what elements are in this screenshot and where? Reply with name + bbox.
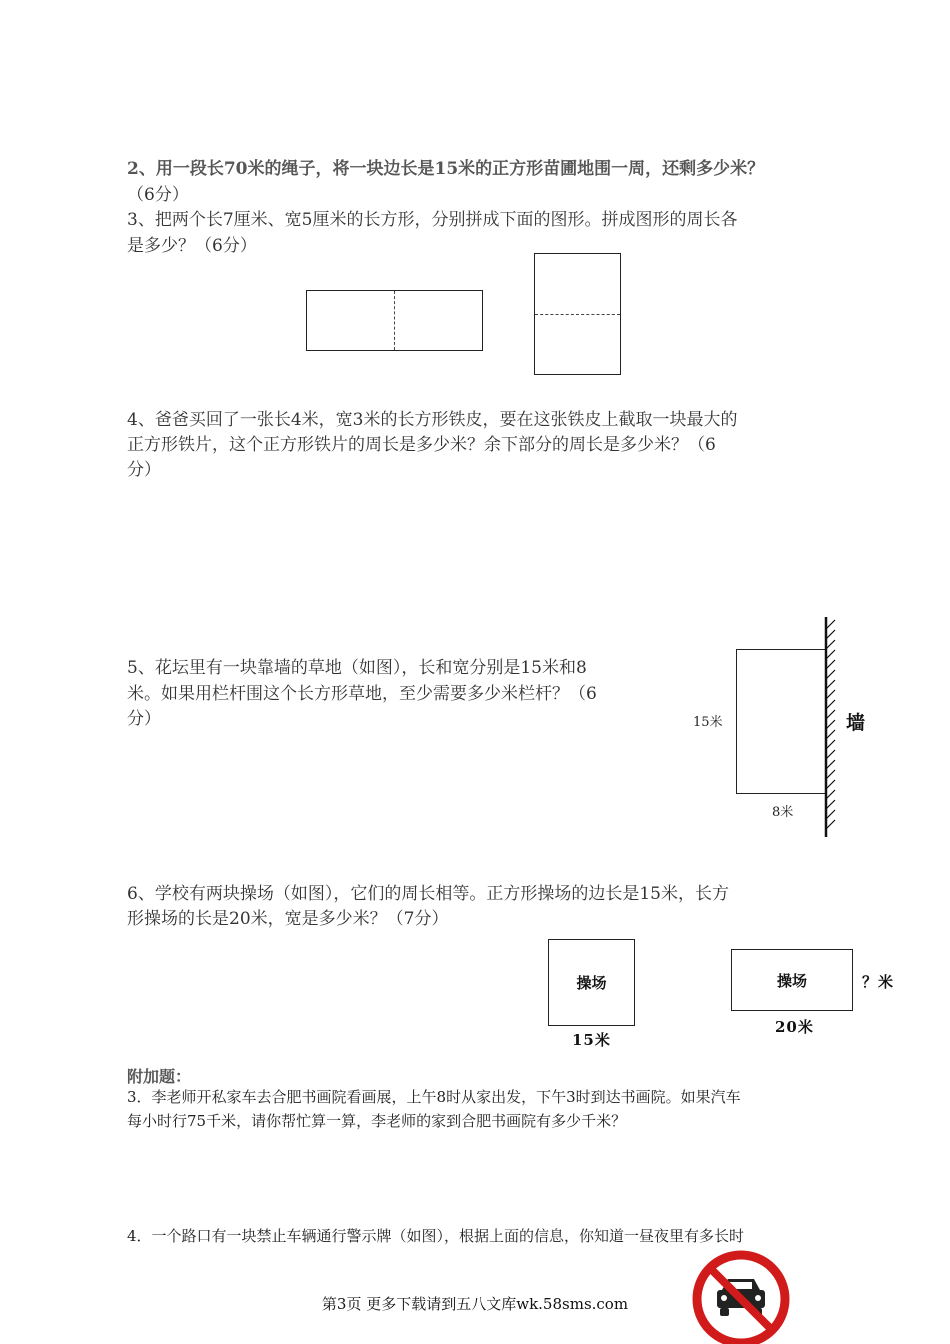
q3-line2: 是多少？（6分） [127,236,257,256]
lawn-length-label: 15米 [693,715,723,730]
square-playground [548,939,635,1026]
q5-line2: 米。如果用栏杆围这个长方形草地，至少需要多少米栏杆？（6 [127,684,597,704]
q4-line2: 正方形铁片，这个正方形铁片的周长是多少米？余下部分的周长是多少米？（6 [127,435,716,455]
q6-line2: 形操场的长是20米，宽是多少米？（7分） [127,909,449,929]
extra-heading: 附加题： [127,1067,192,1086]
lawn-rectangle [736,649,826,794]
q2-line1: 2、用一段长70米的绳子，将一块边长是15米的正方形苗圃地围一周，还剩多少米？ [127,159,765,179]
extra-q3-line1: 3．李老师开私家车去合肥书画院看画展，上午8时从家出发，下午3时到达书画院。如果汽车 [127,1088,741,1106]
q5-line3: 分） [127,709,161,729]
square-playground-text: 操场 [576,974,607,992]
page-footer: 第3页 更多下载请到五八文库wk.58sms.com [321,1295,629,1313]
horizontal-combined-rectangle [306,290,483,351]
q4-line3: 分） [127,460,161,480]
q3-line1: 3、把两个长7厘米、宽5厘米的长方形，分别拼成下面的图形。拼成图形的周长各 [127,210,738,230]
rectangle-length-label: 20米 [775,1018,814,1036]
square-side-label: 15米 [572,1031,611,1049]
rectangle-width-unknown-label: ？米 [862,973,895,991]
rectangle-playground-text: 操场 [776,971,807,990]
lawn-width-label: 8米 [772,805,794,820]
q6-line1: 6、学校有两块操场（如图），它们的周长相等。正方形操场的边长是15米，长方 [127,884,729,904]
extra-q4-line1: 4．一个路口有一块禁止车辆通行警示牌（如图），根据上面的信息，你知道一昼夜里有多长时 [127,1227,745,1245]
extra-q3-line2: 每小时行75千米，请你帮忙算一算，李老师的家到合肥书画院有多少千米？ [127,1112,627,1130]
wall-hatching [820,615,840,840]
q2-line2: （6分） [127,185,189,205]
vertical-dashed-divider [394,291,395,350]
q4-line1: 4、爸爸买回了一张长4米，宽3米的长方形铁皮，要在这张铁皮上截取一块最大的 [127,410,738,430]
rectangle-playground [731,949,853,1011]
horizontal-dashed-divider [535,314,620,315]
vertical-combined-rectangle [534,253,621,375]
wall-label: 墙 [846,712,866,734]
q5-line1: 5、花坛里有一块靠墙的草地（如图），长和宽分别是15米和8 [127,658,587,678]
